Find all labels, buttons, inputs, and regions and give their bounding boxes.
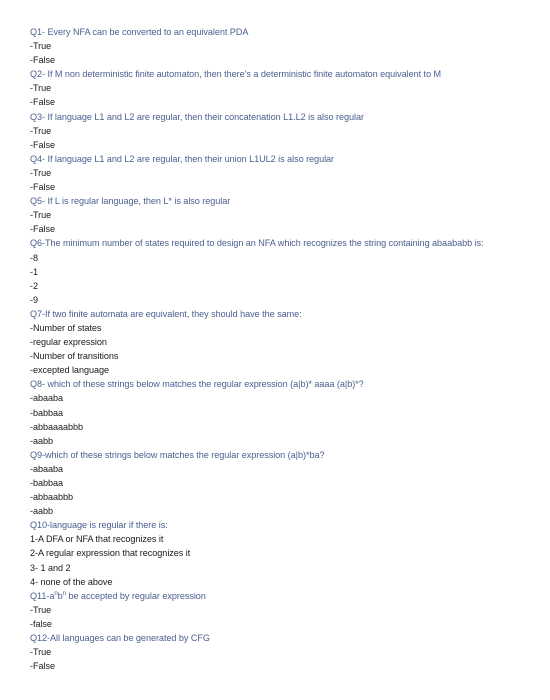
q3-option-true: -True (30, 125, 52, 136)
question-11 (30, 589, 542, 603)
q9-option-a: -abaaba (30, 463, 64, 474)
q8-option-a: -abaaba (30, 393, 64, 404)
q1-option-true: -True (30, 41, 52, 52)
q3-option-false: -False (30, 139, 55, 150)
q6-option-b: -1 (30, 266, 38, 277)
q2-option-true: -True (30, 83, 52, 94)
q11-text-start: Q11-a (30, 590, 55, 601)
quiz-document (30, 25, 542, 673)
q12-option-true: -True (30, 647, 52, 658)
question-7: Q7-If two finite automata are equivalent, they should have the same: (30, 308, 302, 319)
q4-option-false: -False (30, 182, 55, 193)
question-9: Q9-which of these strings below matches the regular expression (a|b)*ba? (30, 449, 325, 460)
q1-option-false: -False (30, 55, 55, 66)
q11-superscript-2: n (62, 590, 66, 597)
q6-option-c: -2 (30, 280, 38, 291)
question-8: Q8- which of these strings below matches the regular expression (a|b)* aaaa (a|b)*? (30, 379, 364, 390)
q10-option-2: 2-A regular expression that recognizes it (30, 548, 191, 559)
question-5: Q5- If L is regular language, then L* is also regular (30, 196, 231, 207)
question-3: Q3- If language L1 and L2 are regular, then their concatenation L1.L2 is also regular (30, 111, 364, 122)
q11-text-end: be accepted by regular expression (65, 590, 206, 601)
q8-option-b: -babbaa (30, 407, 64, 418)
question-4: Q4- If language L1 and L2 are regular, then their union L1UL2 is also regular (30, 153, 335, 164)
question-1: Q1- Every NFA can be converted to an equivalent PDA (30, 27, 249, 37)
question-2: Q2- If M non deterministic finite automaton, then there’s a deterministic finite automaton equivalent to M (30, 69, 442, 80)
q2-option-false: -False (30, 97, 55, 108)
q11-option-true: -True (30, 604, 52, 615)
q4-option-true: -True (30, 167, 52, 178)
q5-option-false: -False (30, 224, 55, 235)
q6-option-a: -8 (30, 252, 38, 263)
q11-text-mid: b (57, 590, 63, 601)
q5-option-true: -True (30, 210, 52, 221)
q12-option-false: -False (30, 661, 55, 672)
q9-option-d: -aabb (30, 506, 54, 517)
question-12: Q12-All languages can be generated by CFG (30, 633, 210, 644)
q10-option-4: 4- none of the above (30, 576, 113, 587)
question-6: Q6-The minimum number of states required to design an NFA which recognizes the string containing abaababb is: (30, 238, 484, 249)
q6-option-d: -9 (30, 294, 38, 305)
q7-option-b: -regular expression (30, 337, 107, 348)
q7-option-c: -Number of transitions (30, 351, 119, 362)
q7-option-d: -excepted language (30, 365, 109, 376)
q10-option-3: 3- 1 and 2 (30, 562, 71, 573)
q9-option-b: -babbaa (30, 478, 64, 488)
q7-option-a: -Number of states (30, 322, 102, 333)
question-10: Q10-language is regular if there is: (30, 520, 168, 531)
q8-option-d: -aabb (30, 435, 54, 446)
q11-superscript-1: n (54, 590, 58, 597)
q10-option-1: 1-A DFA or NFA that recognizes it (30, 534, 164, 545)
q8-option-c: -abbaaaabbb (30, 421, 84, 432)
q9-option-c: -abbaabbb (30, 492, 74, 503)
q11-option-false: -false (30, 618, 52, 629)
